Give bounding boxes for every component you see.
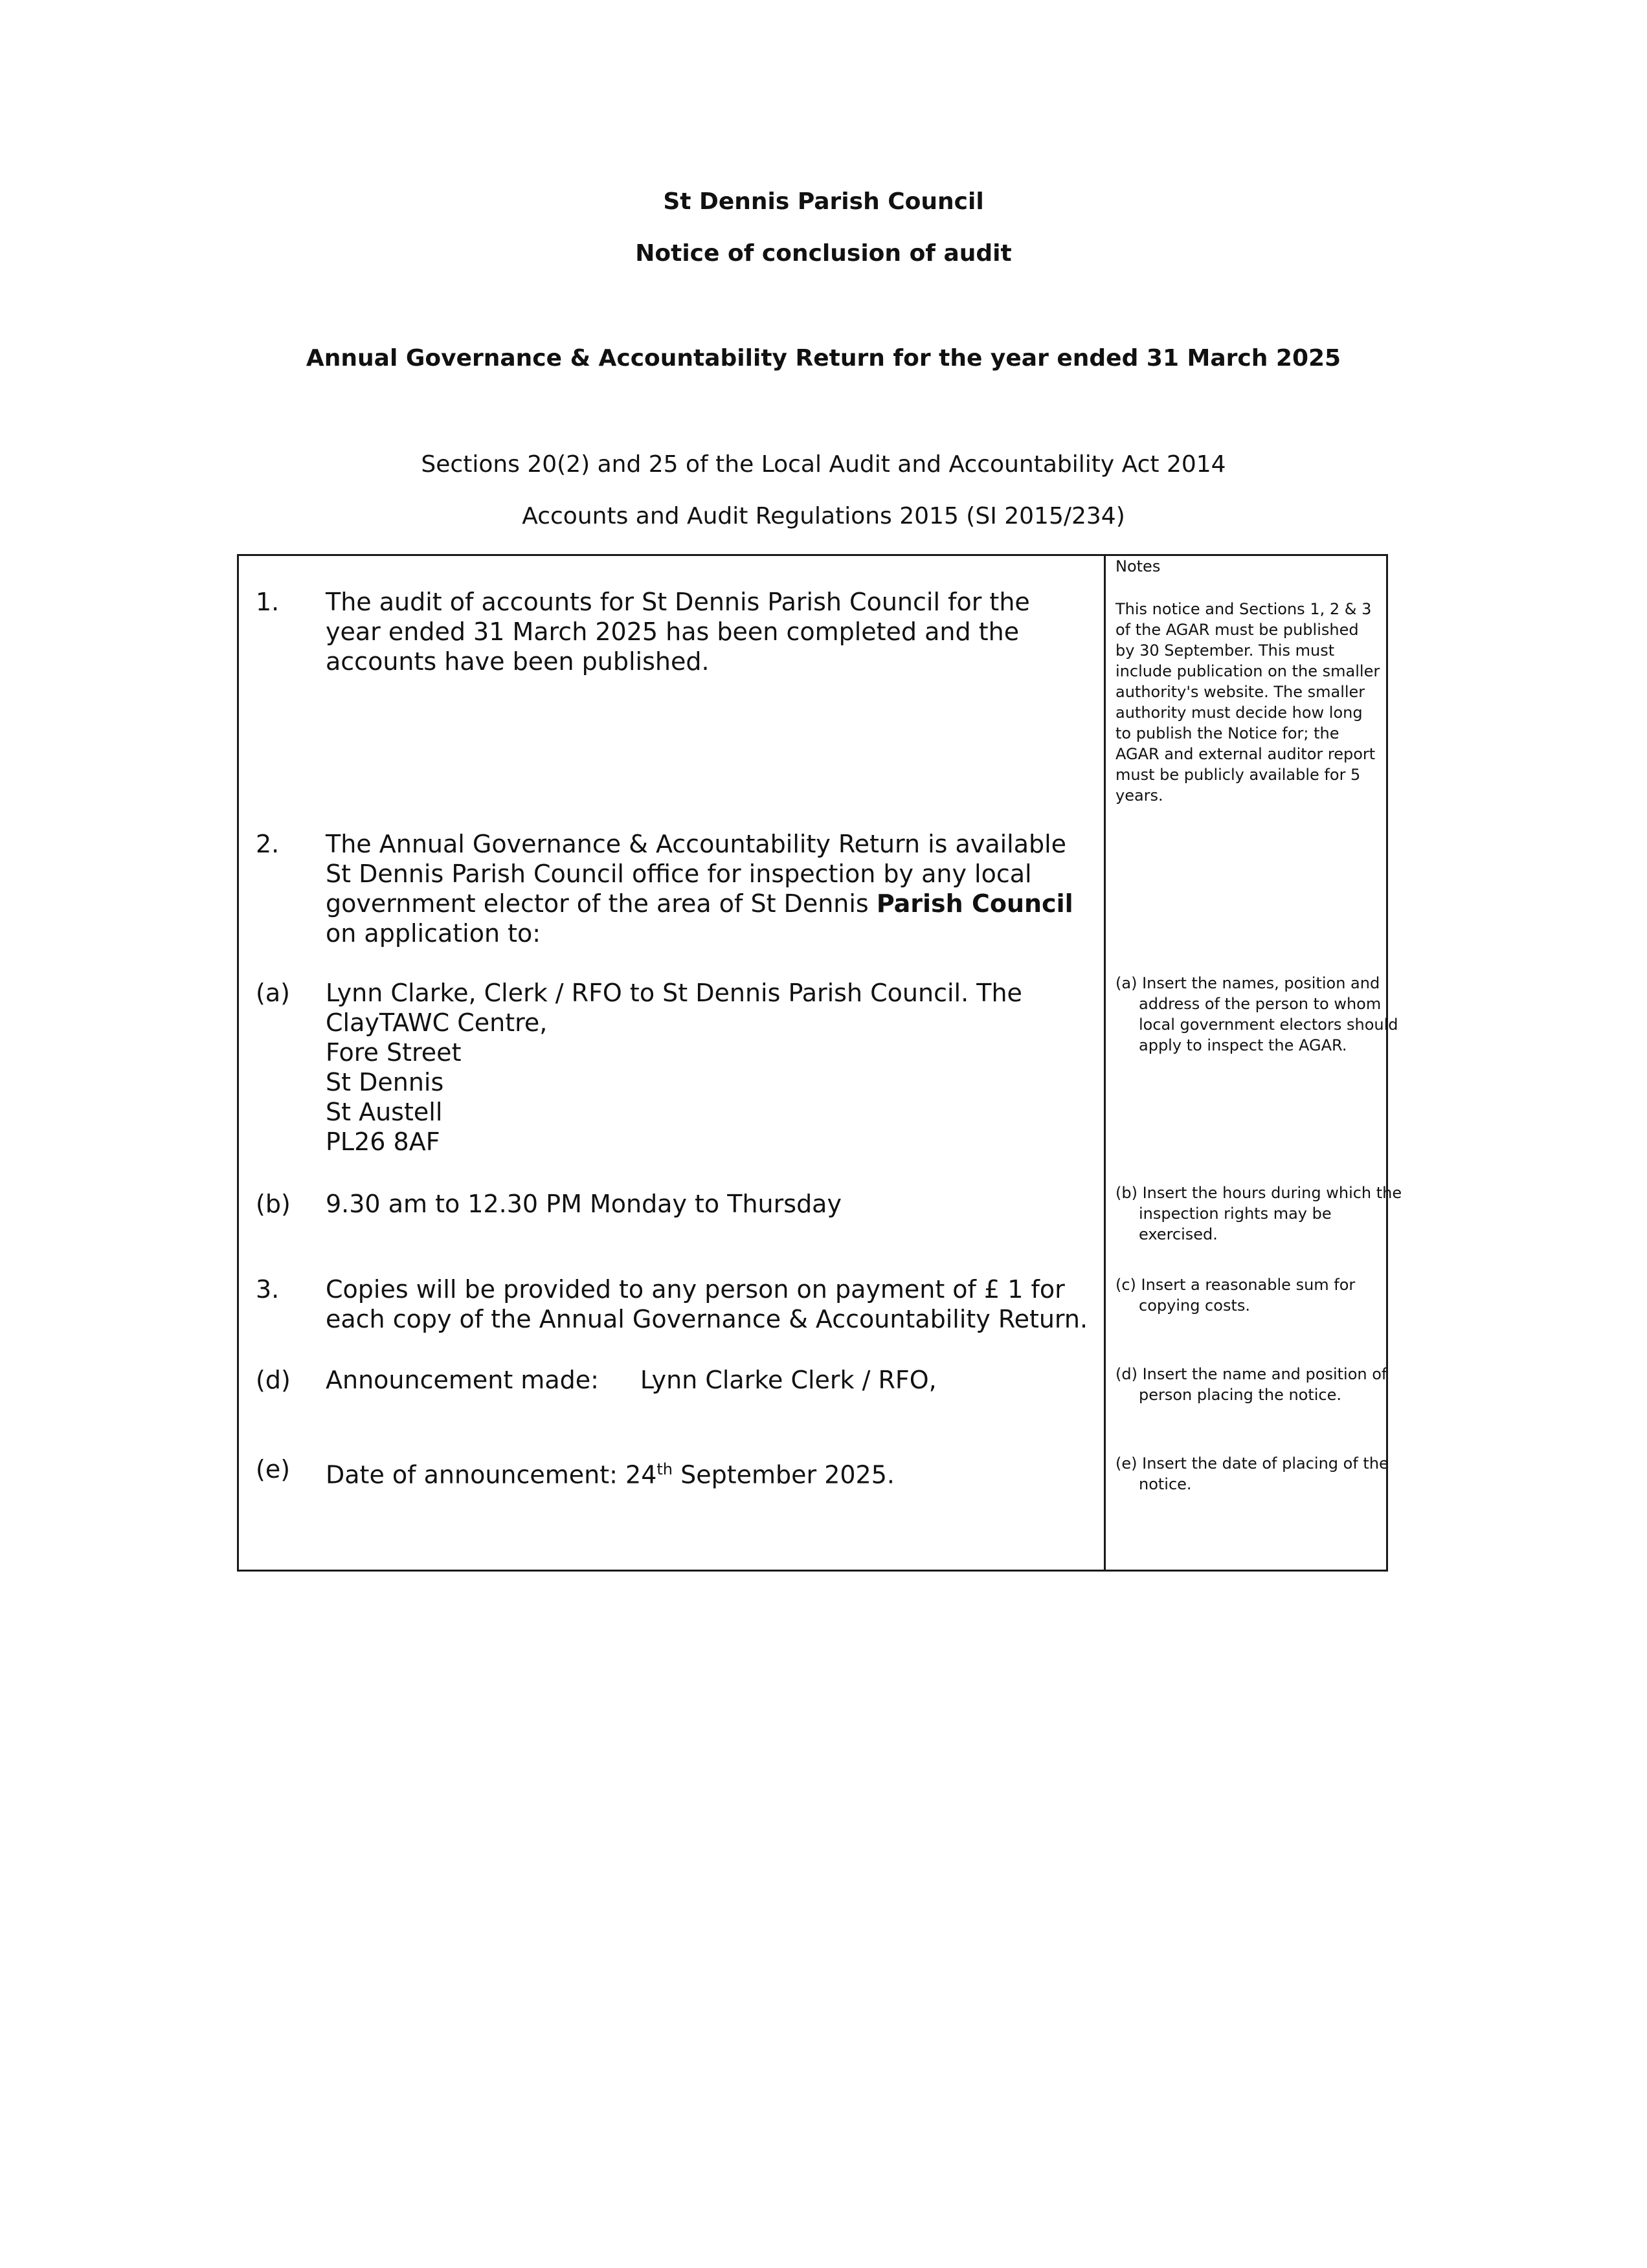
address-line-town: St Austell — [326, 1098, 443, 1126]
item-2-text-bold: Parish Council — [876, 889, 1073, 918]
item-b-number: (b) — [256, 1190, 291, 1218]
note-a: (a) Insert the names, position and address of the person to whom local government electors should apply to inspect the AGAR. — [1115, 974, 1398, 1054]
address-line-street: Fore Street — [326, 1038, 462, 1067]
announcement-value: Lynn Clarke Clerk / RFO, — [640, 1366, 937, 1394]
item-a-address — [326, 978, 1090, 1157]
note-e: (e) Insert the date of placing of the notice. — [1115, 1454, 1389, 1493]
item-e-text — [326, 1454, 1090, 1490]
legislation-line-2: Accounts and Audit Regulations 2015 (SI 2015/234) — [522, 503, 1125, 529]
address-line-name: Lynn Clarke, Clerk / RFO to St Dennis Parish Council. The ClayTAWC Centre, — [326, 979, 1022, 1037]
item-d-number: (d) — [256, 1366, 291, 1394]
address-line-postcode: PL26 8AF — [326, 1128, 440, 1156]
item-b-text: 9.30 am to 12.30 PM Monday to Thursday — [326, 1190, 842, 1218]
item-2-text-end: on application to: — [326, 919, 541, 948]
item-a-number: (a) — [256, 979, 290, 1007]
notice-title: Notice of conclusion of audit — [635, 240, 1012, 267]
item-2-text-start: The Annual Governance & Accountability Return is available St Dennis Parish Council office for inspection by any local government elector of the area of St Dennis — [326, 830, 1067, 918]
item-d-text — [326, 1365, 1090, 1395]
item-1-text: The audit of accounts for St Dennis Parish Council for the year ended 31 March 2025 has been completed and the accounts have been published. — [326, 588, 1030, 676]
item-3-text: Copies will be provided to any person on payment of £ 1 for each copy of the Annual Governance & Accountability Return. — [326, 1275, 1088, 1333]
item-2-number: 2. — [256, 830, 280, 858]
return-title: Annual Governance & Accountability Return for the year ended 31 March 2025 — [306, 345, 1341, 372]
item-2-text — [326, 829, 1090, 948]
item-3-number: 3. — [256, 1275, 280, 1304]
notes-heading: Notes — [1115, 557, 1161, 575]
announcement-label: Announcement made: — [326, 1366, 599, 1394]
date-label: Date of announcement: 24 — [326, 1460, 657, 1489]
council-name: St Dennis Parish Council — [663, 188, 984, 215]
note-d: (d) Insert the name and position of person placing the notice. — [1115, 1365, 1387, 1404]
item-1-number: 1. — [256, 588, 280, 616]
note-general: This notice and Sections 1, 2 & 3 of the AGAR must be published by 30 September. This must include publication on the smaller authority's website. The smaller authority must decide how long to publish the Notice for; the AGAR and external auditor report must be publicly available for 5 years. — [1115, 600, 1380, 805]
address-line-village: St Dennis — [326, 1068, 444, 1096]
notice-table — [237, 554, 1402, 1572]
date-superscript: th — [656, 1460, 673, 1478]
notes-column-divider — [1104, 556, 1106, 1570]
date-value: September 2025. — [673, 1460, 895, 1489]
note-b: (b) Insert the hours during which the inspection rights may be exercised. — [1115, 1184, 1402, 1243]
item-e-number: (e) — [256, 1455, 291, 1484]
note-c: (c) Insert a reasonable sum for copying costs. — [1115, 1276, 1356, 1315]
legislation-line-1: Sections 20(2) and 25 of the Local Audit and Accountability Act 2014 — [421, 451, 1226, 478]
